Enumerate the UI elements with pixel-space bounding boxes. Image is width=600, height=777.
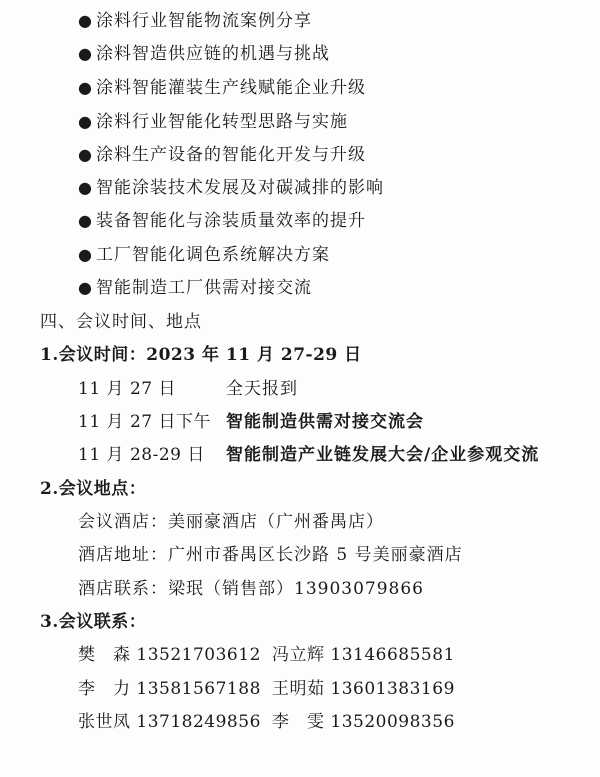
venue-hotel: 会议酒店：美丽豪酒店（广州番禺店）	[78, 512, 384, 532]
topic-text: 工厂智能化调色系统解决方案	[96, 245, 330, 265]
venue-contact: 酒店联系：梁珉（销售部）13903079866	[78, 579, 424, 599]
bullet-icon: ●	[78, 211, 92, 230]
venue-address: 酒店地址：广州市番禺区长沙路 5 号美丽豪酒店	[78, 545, 463, 565]
topic-text: 智能涂装技术发展及对碳减排的影响	[96, 178, 384, 198]
contact-person: 张世凤 13718249856	[78, 712, 261, 732]
bullet-icon: ●	[78, 145, 92, 164]
bullet-icon: ●	[78, 178, 92, 197]
contact-person: 樊 森 13521703612	[78, 645, 261, 665]
topic-text: 智能制造工厂供需对接交流	[96, 278, 312, 298]
venue-heading: 2.会议地点：	[40, 479, 147, 499]
contact-person: 冯立辉 13146685581	[272, 645, 455, 665]
schedule-desc: 全天报到	[226, 379, 298, 399]
bullet-icon: ●	[78, 78, 92, 97]
bullet-icon: ●	[78, 11, 92, 30]
topic-text: 涂料智能灌装生产线赋能企业升级	[96, 78, 366, 98]
bullet-icon: ●	[78, 245, 92, 264]
schedule-date: 11 月 27 日	[78, 379, 176, 399]
schedule-desc: 智能制造供需对接交流会	[226, 412, 424, 432]
topic-text: 涂料智造供应链的机遇与挑战	[96, 44, 330, 64]
bullet-icon: ●	[78, 278, 92, 297]
schedule-date: 11 月 28-29 日	[78, 445, 205, 465]
section-title: 四、会议时间、地点	[40, 312, 202, 332]
topic-text: 涂料生产设备的智能化开发与升级	[96, 145, 366, 165]
topic-text: 涂料行业智能物流案例分享	[96, 11, 312, 31]
contact-person: 李 力 13581567188	[78, 679, 261, 699]
time-heading: 1.会议时间：2023 年 11 月 27-29 日	[40, 345, 362, 365]
topic-text: 装备智能化与涂装质量效率的提升	[96, 211, 366, 231]
bullet-icon: ●	[78, 44, 92, 63]
schedule-date: 11 月 27 日下午	[78, 412, 211, 432]
topic-text: 涂料行业智能化转型思路与实施	[96, 112, 348, 132]
schedule-desc: 智能制造产业链发展大会/企业参观交流	[226, 445, 540, 465]
contact-person: 李 雯 13520098356	[272, 712, 455, 732]
contact-heading: 3.会议联系：	[40, 612, 147, 632]
contact-person: 王明茹 13601383169	[272, 679, 455, 699]
bullet-icon: ●	[78, 112, 92, 131]
